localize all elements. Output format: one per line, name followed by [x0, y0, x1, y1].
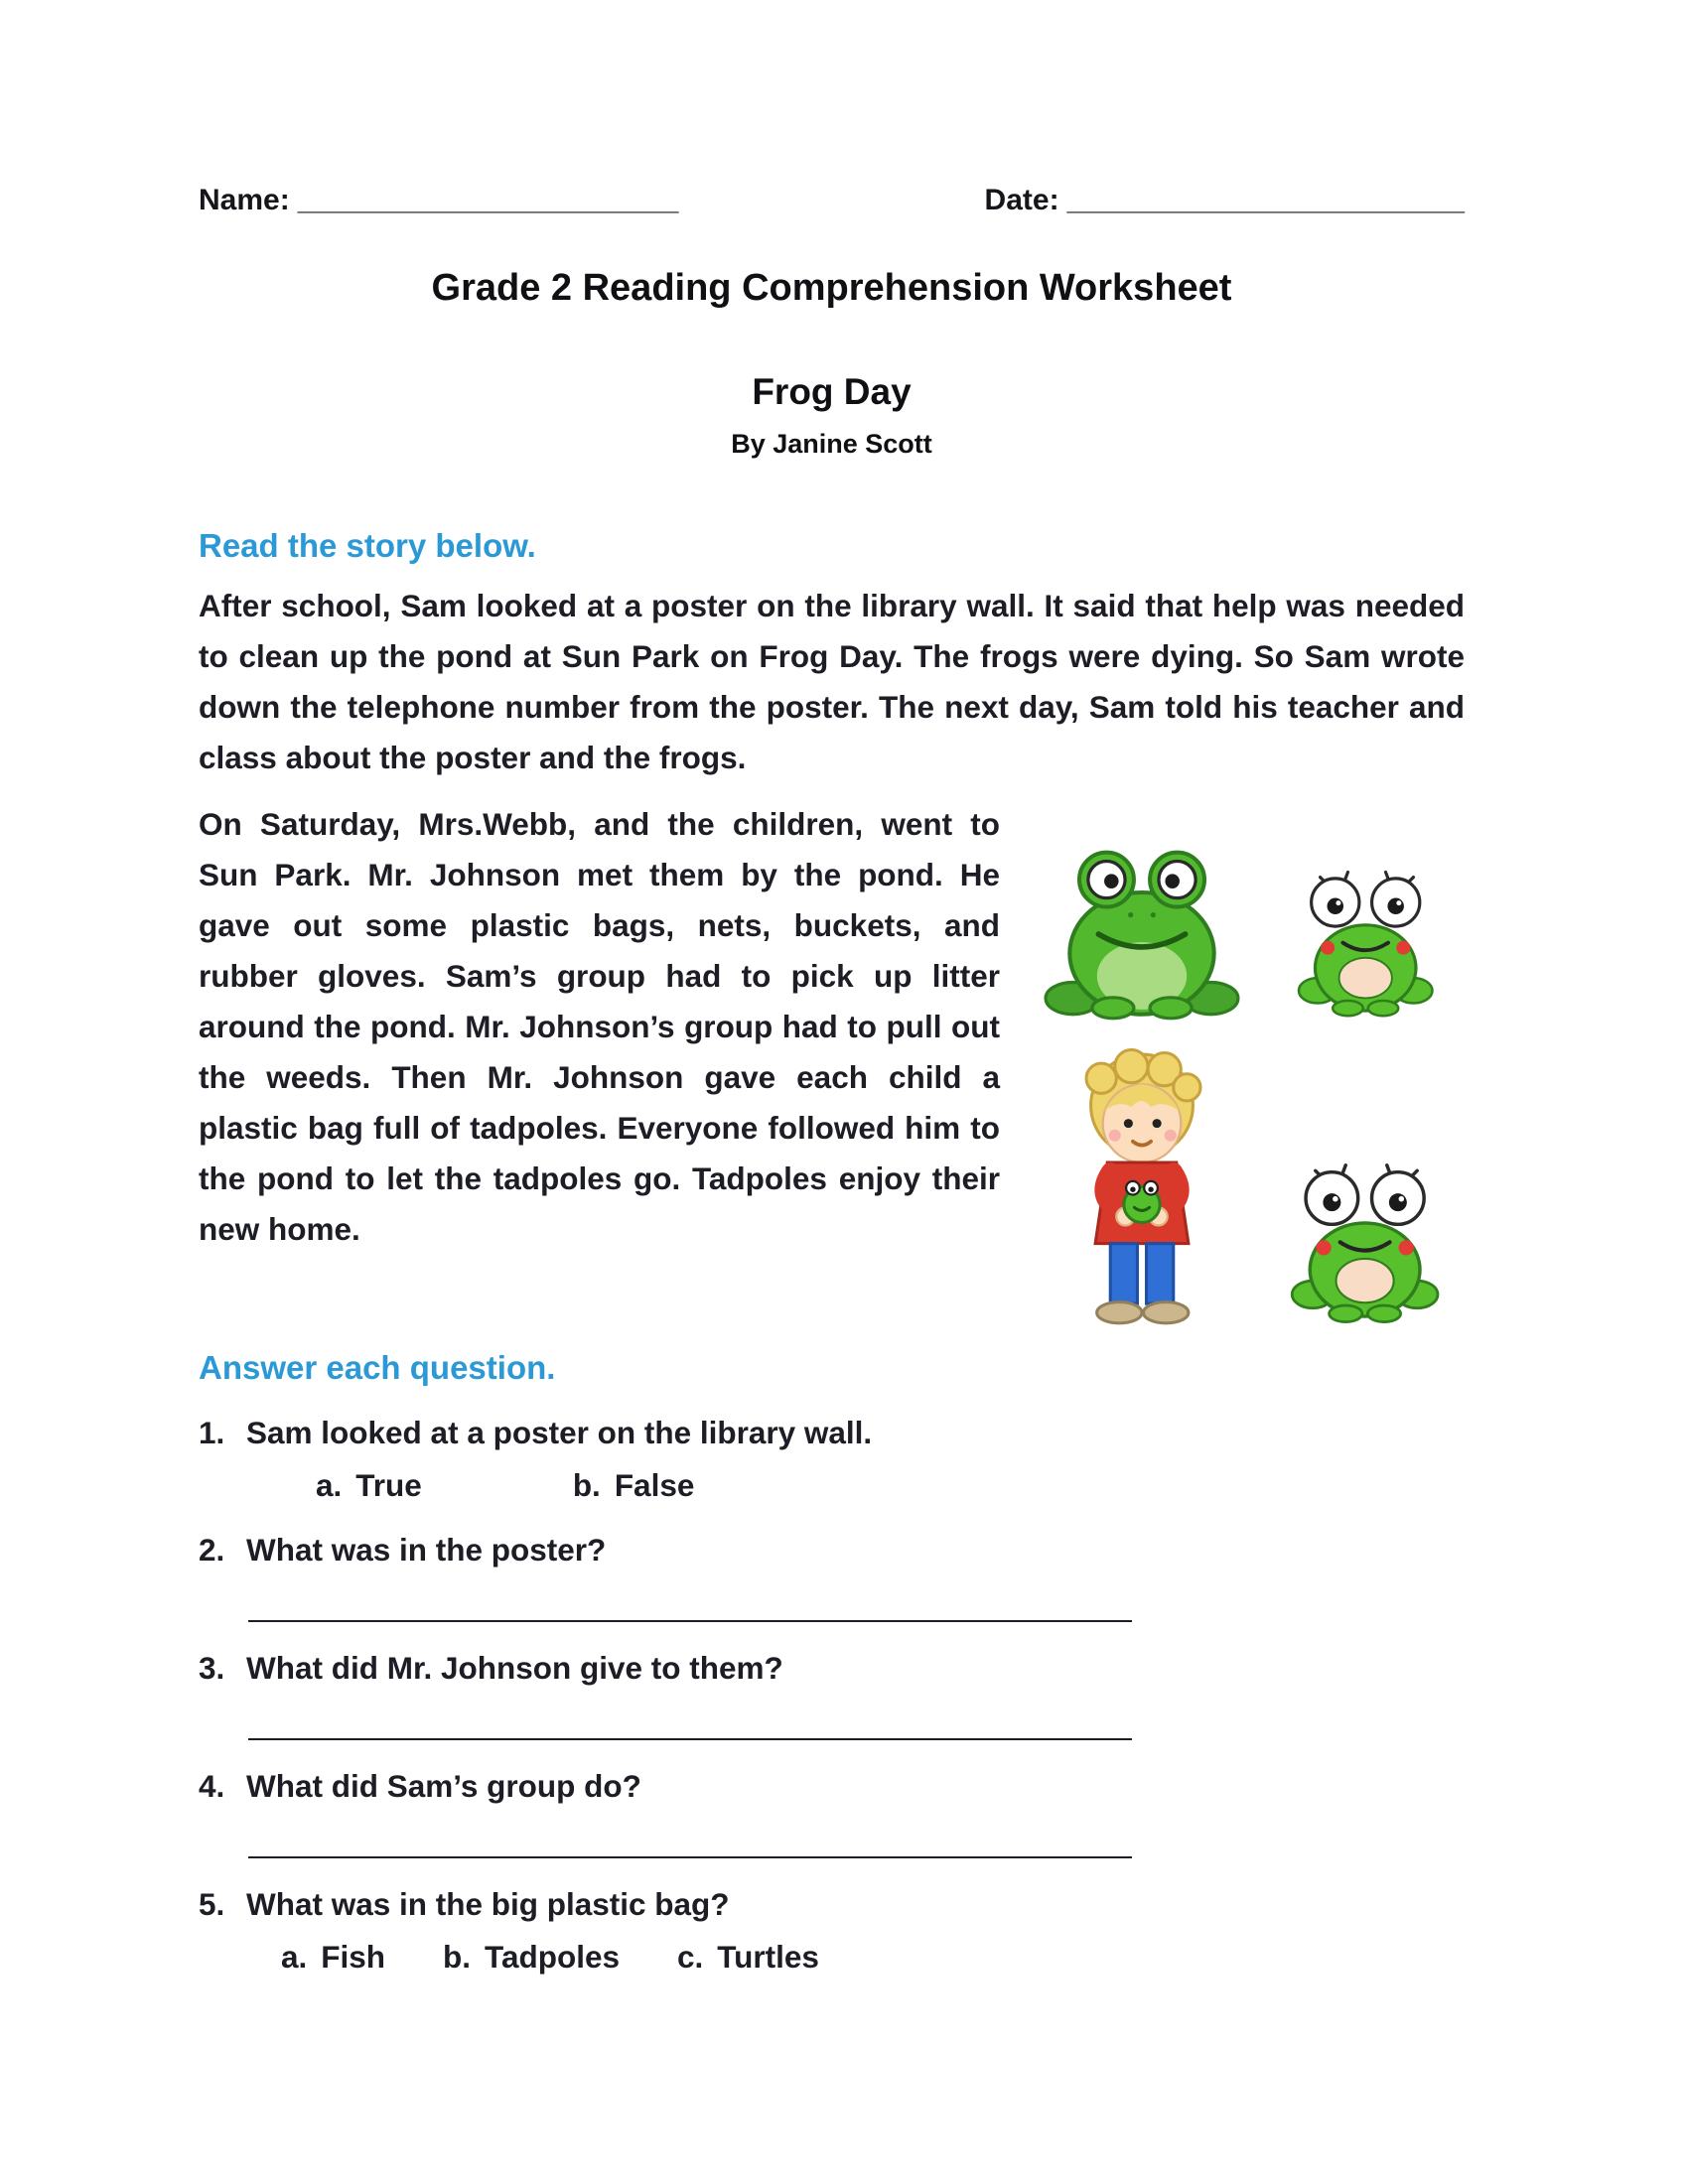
story-paragraph-1: After school, Sam looked at a poster on the library wall. It said that help was needed to clean up the pond at Sun Park on Frog Day. The frogs were dying. So Sam wrote down the telephone number from the poster. The next day, Sam told his teacher and class about the poster and the frogs.	[199, 588, 1465, 776]
byline: By Janine Scott	[731, 429, 932, 459]
answer-blank-line	[248, 1819, 1132, 1858]
question-text: What was in the poster?	[246, 1532, 607, 1569]
story-paragraph-2-wrap	[199, 799, 1465, 1255]
clipart-cell-3	[1038, 1043, 1246, 1341]
question-text: Sam looked at a poster on the library wall.	[246, 1415, 873, 1451]
header-row	[199, 184, 1465, 217]
question-number: 3.	[199, 1650, 225, 1687]
name-field	[199, 184, 678, 217]
question-5-options	[281, 1939, 1465, 1976]
date-field	[985, 184, 1465, 217]
question-1	[199, 1415, 1465, 1451]
question-number: 5.	[199, 1886, 225, 1923]
boy-holding-frog-icon	[1043, 1048, 1241, 1341]
option-tadpoles	[443, 1939, 620, 1976]
big-eyed-frog-icon	[1285, 870, 1449, 1033]
question-text: What did Sam’s group do?	[246, 1768, 641, 1805]
question-text: What was in the big plastic bag?	[246, 1886, 730, 1923]
date-blank-line: ________________________	[1066, 184, 1465, 216]
question-number: 4.	[199, 1768, 225, 1805]
story-clipart-group	[1038, 805, 1465, 1341]
option-false	[573, 1467, 695, 1504]
clipart-cell-2	[1268, 805, 1465, 1033]
option-text: Fish	[321, 1939, 386, 1976]
green-frog-icon	[1038, 835, 1246, 1033]
date-label: Date:	[984, 184, 1059, 216]
question-5	[199, 1886, 1465, 1923]
worksheet-title: Grade 2 Reading Comprehension Worksheet	[431, 267, 1232, 309]
answer-questions-heading: Answer each question.	[199, 1349, 556, 1387]
answer-blank-line	[248, 1582, 1132, 1622]
option-text: Tadpoles	[485, 1939, 620, 1976]
option-turtles	[677, 1939, 819, 1976]
name-blank-line: _______________________	[297, 184, 679, 216]
option-true	[316, 1467, 422, 1504]
option-label: b.	[572, 1467, 601, 1504]
answer-blank-line	[248, 1701, 1132, 1740]
question-number: 2.	[199, 1532, 225, 1569]
question-2	[199, 1532, 1465, 1569]
story-paragraph-2: On Saturday, Mrs.Webb, and the children, went to Sun Park. Mr. Johnson met them by the pond. He gave out some plastic bags, nets, buckets, and rubber gloves. Sam’s group had to pick up litter around the pond. Mr. Johnson’s group had to pull out the weeds. Then Mr. Johnson gave each child a plastic bag full of tadpoles. Everyone followed him to the pond to let the tadpoles go. Tadpoles enjoy their new home.	[199, 806, 1000, 1248]
option-label: c.	[676, 1939, 704, 1976]
big-eyed-frog-icon	[1277, 1162, 1456, 1341]
read-story-heading: Read the story below.	[199, 527, 536, 564]
question-4	[199, 1768, 1465, 1805]
clipart-cell-1	[1038, 805, 1246, 1033]
option-label: a.	[281, 1939, 308, 1976]
story-title: Frog Day	[752, 371, 912, 412]
clipart-cell-4	[1268, 1043, 1465, 1341]
option-fish	[281, 1939, 385, 1976]
name-label: Name:	[199, 184, 290, 216]
option-text: False	[614, 1467, 695, 1504]
question-1-options	[316, 1467, 1465, 1504]
question-number: 1.	[199, 1415, 225, 1451]
question-3	[199, 1650, 1465, 1687]
question-text: What did Mr. Johnson give to them?	[246, 1650, 783, 1687]
option-text: Turtles	[717, 1939, 819, 1976]
option-label: b.	[443, 1939, 472, 1976]
option-text: True	[355, 1467, 422, 1504]
option-label: a.	[316, 1467, 343, 1504]
